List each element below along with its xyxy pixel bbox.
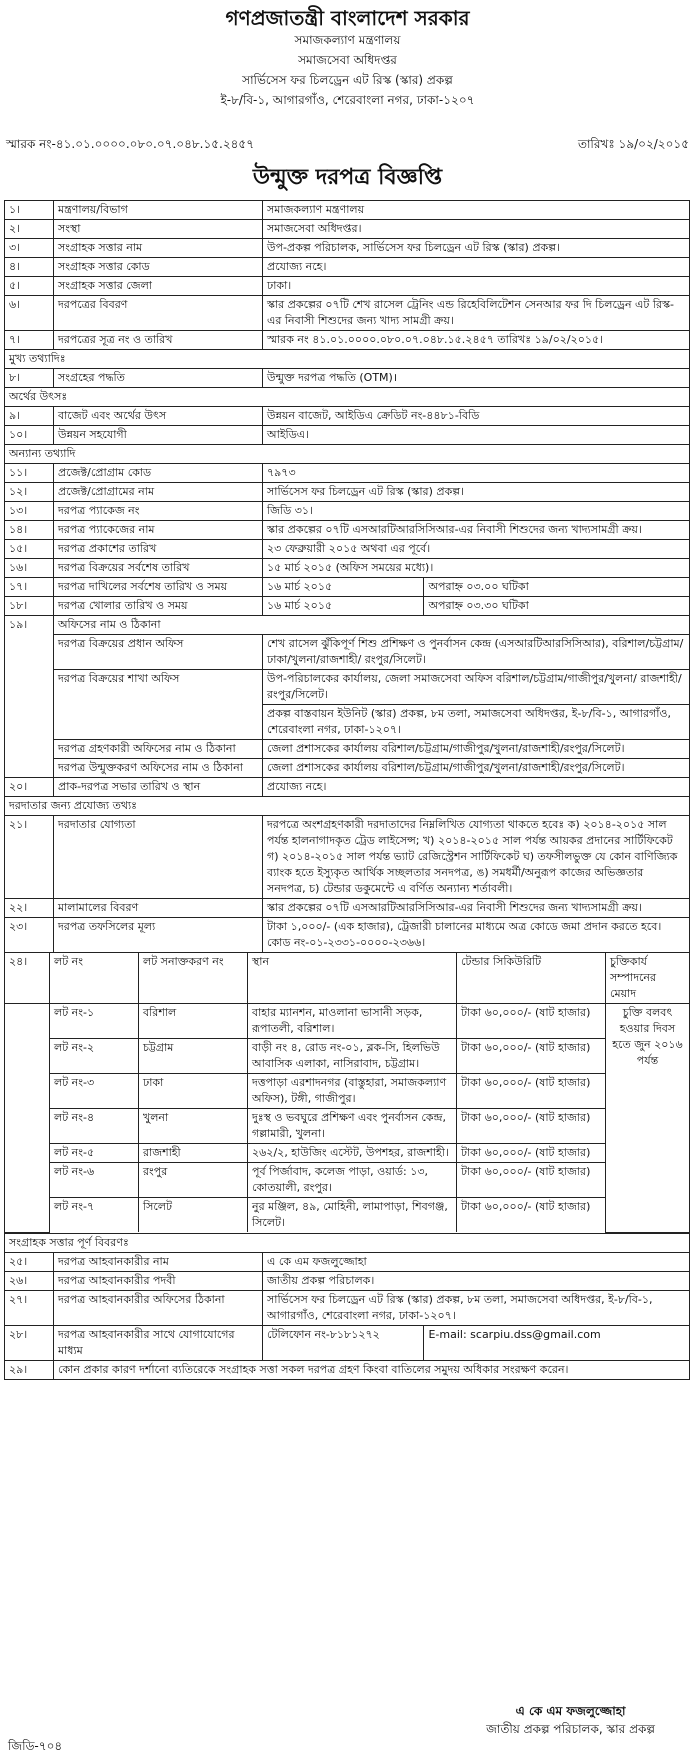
lot-place: বাড়ী নং ৪, রোড নং-০১, ব্লক-সি, হিলভিউ আবাসিক এলাকা, নাসিরাবাদ, চট্টগ্রাম। <box>248 1039 457 1074</box>
section-heading: দরদাতার জন্য প্রযোজ্য তথ্যঃ <box>5 797 690 816</box>
row-key: দরপত্র গ্রহণকারী অফিসের নাম ও ঠিকানা <box>54 740 263 759</box>
row-value: ১৬ মার্চ ২০১৫ <box>263 597 424 616</box>
row-number: ১২। <box>5 483 54 502</box>
row-key: দরপত্র আহবানকারীর পদবী <box>54 1271 263 1290</box>
lot-id-header: লট সনাক্তকরণ নং <box>139 953 248 1004</box>
place-header: স্থান <box>248 953 457 1004</box>
row-value: উন্মুক্ত দরপত্র পদ্ধতি (OTM)। <box>263 369 690 388</box>
row-number: ১৮। <box>5 597 54 616</box>
row-value: ঢাকা। <box>263 277 690 296</box>
section-heading: মুখ্য তথ্যাদিঃ <box>5 350 690 369</box>
row-key: অফিসের নাম ও ঠিকানা <box>54 616 690 635</box>
lot-number: লট নং-৬ <box>50 1163 139 1198</box>
row-number: ২। <box>5 220 54 239</box>
row-number: ১৪। <box>5 521 54 540</box>
tender-table <box>4 200 690 1380</box>
row-number: ৫। <box>5 277 54 296</box>
signature-block <box>486 1702 655 1738</box>
row-value: উপ-পরিচালকের কার্যালয়, জেলা সমাজসেবা অফিস বরিশাল/চট্টগ্রাম/গাজীপুর/খুলনা/ রাজশাহী/রংপুর/সিলেট। <box>263 670 690 705</box>
row-key: উন্নয়ন সহযোগী <box>54 426 263 445</box>
row-time: অপরাহ্ন ০৩.০০ ঘটিকা <box>424 578 690 597</box>
row-value: জেলা প্রশাসকের কার্যালয় বরিশাল/চট্টগ্রাম/গাজীপুর/খুলনা/রাজশাহী/রংপুর/সিলেট। <box>263 740 690 759</box>
row-number: ১৭। <box>5 578 54 597</box>
row-number: ৬। <box>5 296 54 331</box>
row-time: অপরাহ্ন ০৩.৩০ ঘটিকা <box>424 597 690 616</box>
row-number: ১। <box>5 201 54 220</box>
security-header: টেন্ডার সিকিউরিটি <box>457 953 606 1004</box>
row-key: দরপত্র আহবানকারীর সাথে যোগাযোগের মাধ্যম <box>54 1325 263 1360</box>
lot-security: টাকা ৬০,০০০/- (ষাট হাজার) <box>457 1109 606 1144</box>
lot-header: লট নং <box>50 953 139 1004</box>
row-key: দরপত্র প্রকাশের তারিখ <box>54 540 263 559</box>
row-value: সার্ভিসেস ফর চিলড্রেন এট রিস্ক (স্কার) প্রকল্প, ৮ম তলা, সমাজসেবা অধিদপ্তর, ই-৮/বি-১, আগারগাঁও, শেরেবাংলা নগর, ঢাকা-১২০৭। <box>263 1290 690 1325</box>
row-value: জিডি ৩১। <box>263 502 690 521</box>
signatory-designation: জাতীয় প্রকল্প পরিচালক, স্কার প্রকল্প <box>486 1722 655 1736</box>
row-key: দরপত্র দাখিলের সর্বশেষ তারিখ ও সময় <box>54 578 263 597</box>
row-number: ৩। <box>5 239 54 258</box>
lot-number: লট নং-৩ <box>50 1074 139 1109</box>
department-name: সমাজসেবা অধিদপ্তর <box>298 53 397 67</box>
row-value: উপ-প্রকল্প পরিচালক, সার্ভিসেস ফর চিলড্রেন এট রিস্ক (স্কার) প্রকল্প। <box>263 239 690 258</box>
lot-security: টাকা ৬০,০০০/- (ষাট হাজার) <box>457 1163 606 1198</box>
lot-security: টাকা ৬০,০০০/- (ষাট হাজার) <box>457 1198 606 1233</box>
lot-security: টাকা ৬০,০০০/- (ষাট হাজার) <box>457 1004 606 1039</box>
lot-place: দুঃস্থ ও ভবঘুরে প্রশিক্ষণ এবং পুনর্বাসন কেন্দ্র, গল্লামারী, খুলনা। <box>248 1109 457 1144</box>
lot-place: বাহার ম্যানশন, মাওলানা ভাসানী সড়ক, রূপাতলী, বরিশাল। <box>248 1004 457 1039</box>
row-key: দরপত্র বিক্রয়ের প্রধান অফিস <box>54 635 263 670</box>
row-number: ২৫। <box>5 1252 54 1271</box>
memo-date: তারিখঃ ১৯/০২/২০১৫ <box>577 137 689 151</box>
lot-id: রংপুর <box>139 1163 248 1198</box>
lot-number: লট নং-৪ <box>50 1109 139 1144</box>
contract-period: চুক্তি বলবৎ হওয়ার দিবস হতে জুন ২০১৬ পর্যন্ত <box>606 1004 690 1233</box>
section-heading: সংগ্রাহক সত্তার পূর্ণ বিবরণঃ <box>5 1233 690 1252</box>
memo-number: স্মারক নং-৪১.০১.০০০০.০৮০.০৭.০৪৮.১৫.২৪৫৭ <box>6 137 255 151</box>
row-key: সংগ্রাহক সত্তার নাম <box>54 239 263 258</box>
row-value: এ কে এম ফজলুজ্জোহা <box>263 1252 690 1271</box>
row-value: জাতীয় প্রকল্প পরিচালক। <box>263 1271 690 1290</box>
row-number: ৯। <box>5 407 54 426</box>
page-title: উন্মুক্ত দরপত্র বিজ্ঞপ্তি <box>252 165 443 190</box>
row-value: সমাজসেবা অধিদপ্তর। <box>263 220 690 239</box>
lot-place: ২৬২/২, হাউজিং এস্টেট, উপশহর, রাজশাহী। <box>248 1144 457 1163</box>
row-key: দরপত্র তফসিলের মূল্য <box>54 918 263 953</box>
row-value: উন্নয়ন বাজেট, আইডিএ ক্রেডিট নং-৪৪৮১-বিডি <box>263 407 690 426</box>
lot-place: নুর মঞ্জিল, ৪৯, মোহিনী, লামাপাড়া, শিবগঞ্জ, সিলেট। <box>248 1198 457 1233</box>
lot-security: টাকা ৬০,০০০/- (ষাট হাজার) <box>457 1074 606 1109</box>
row-key: বাজেট এবং অর্থের উৎস <box>54 407 263 426</box>
row-value: কোন প্রকার কারণ দর্শানো ব্যতিরেকে সংগ্রাহক সত্তা সকল দরপত্র গ্রহণ কিংবা বাতিলের সমুদয় অধিকার সংরক্ষণ করেন। <box>54 1360 690 1379</box>
lot-id: খুলনা <box>139 1109 248 1144</box>
row-value: প্রকল্প বাস্তবায়ন ইউনিট (স্কার) প্রকল্প, ৮ম তলা, সমাজসেবা অধিদপ্তর, ই-৮/বি-১, আগারগাঁও, শেরেবাংলা নগর, ঢাকা-১২০৭। <box>263 705 690 740</box>
row-key: দরপত্র বিক্রয়ের শাখা অফিস <box>54 670 263 740</box>
row-value: শেখ রাসেল ঝুঁকিপূর্ণ শিশু প্রশিক্ষণ ও পুনর্বাসন কেন্দ্র (এসআরটিআরসিসিআর), বরিশাল/চট্টগ্রাম/ঢাকা/খুলনা/রাজশাহী/ রংপুর/সিলেট। <box>263 635 690 670</box>
lot-id: ঢাকা <box>139 1074 248 1109</box>
email-address: E-mail: scarpiu.dss@gmail.com <box>424 1325 690 1360</box>
row-number: ২৩। <box>5 918 54 953</box>
row-key: সংস্থা <box>54 220 263 239</box>
row-key: প্রাক-দরপত্র সভার তারিখ ও স্থান <box>54 778 263 797</box>
row-value: টেলিফোন নং-৮১৮১২৭২ <box>263 1325 424 1360</box>
row-value: সার্ভিসেস ফর চিলড্রেন এট রিস্ক (স্কার) প্রকল্প। <box>263 483 690 502</box>
row-key: প্রজেক্ট/প্রোগ্রাম কোড <box>54 464 263 483</box>
lot-table <box>5 953 689 1233</box>
row-key: দরপত্রের সূত্র নং ও তারিখ <box>54 331 263 350</box>
row-value: আইডিএ। <box>263 426 690 445</box>
row-key: প্রজেক্ট/প্রোগ্রামের নাম <box>54 483 263 502</box>
lot-id: সিলেট <box>139 1198 248 1233</box>
lot-table-cell <box>5 953 690 1234</box>
row-number: ১৩। <box>5 502 54 521</box>
memo-row <box>6 136 689 154</box>
lot-security: টাকা ৬০,০০০/- (ষাট হাজার) <box>457 1039 606 1074</box>
row-number: ৮। <box>5 369 54 388</box>
row-key: দরপত্র প্যাকেজের নাম <box>54 521 263 540</box>
project-name: সার্ভিসেস ফর চিলড্রেন এট রিস্ক (স্কার) প্রকল্প <box>242 73 453 87</box>
row-number: ১০। <box>5 426 54 445</box>
row-number: ১৯। <box>5 616 54 778</box>
row-value: দরপত্রে অংশগ্রহণকারী দরদাতাদের নিম্নলিখিত যোগ্যতা থাকতে হবেঃ ক) ২০১৪-২০১৫ সাল পর্যন্ত হালনাগাদকৃত ট্রেড লাইসেন্স; খ) ২০১৪-২০১৫ সাল পর্যন্ত আয়কর প্রদানের সার্টিফিকেট গ) ২০১৪-২০১৫ সাল পর্যন্ত ভ্যাট রেজিস্ট্রেশন সার্টিফিকেট ঘ) তফসীলভুক্ত যে কোন বাণিজ্যিক ব্যাংক হতে ইস্যুকৃত আর্থিক সচ্ছলতার সনদপত্র, ঙ) সমধর্মী/অনুরূপ কাজের অভিজ্ঞতার সনদপত্র, চ) টেন্ডার ডকুমেন্টে এ বর্ণিত অন্যান্য শর্তাবলী। <box>263 816 690 899</box>
row-value: প্রযোজ্য নহে। <box>263 778 690 797</box>
lot-id: রাজশাহী <box>139 1144 248 1163</box>
row-number: ২৯। <box>5 1360 54 1379</box>
lot-id: বরিশাল <box>139 1004 248 1039</box>
row-value: ২৩ ফেব্রুয়ারী ২০১৫ অথবা এর পূর্বে। <box>263 540 690 559</box>
lot-number: লট নং-৭ <box>50 1198 139 1233</box>
lot-number: লট নং-২ <box>50 1039 139 1074</box>
row-number: ১৫। <box>5 540 54 559</box>
row-number: ২২। <box>5 899 54 918</box>
row-key: দরদাতার যোগ্যতা <box>54 816 263 899</box>
office-address: ই-৮/বি-১, আগারগাঁও, শেরেবাংলা নগর, ঢাকা-১২০৭ <box>220 93 475 107</box>
row-key: দরপত্র খোলার তারিখ ও সময় <box>54 597 263 616</box>
letterhead <box>0 0 695 110</box>
row-value: টাকা ১,০০০/- (এক হাজার), ট্রেজারী চালানের মাধ্যমে অত্র কোডে জমা প্রদান করতে হবে। কোড নং-০১-২৩৩১-০০০০-২৩৬৬। <box>263 918 690 953</box>
row-key: সংগ্রাহক সত্তার জেলা <box>54 277 263 296</box>
row-number: ২৭। <box>5 1290 54 1325</box>
period-header: চুক্তিকার্য সম্পাদনের মেয়াদ <box>606 953 690 1004</box>
row-key: মালামালের বিবরণ <box>54 899 263 918</box>
row-key: দরপত্রের বিবরণ <box>54 296 263 331</box>
row-key: দরপত্র প্যাকেজ নং <box>54 502 263 521</box>
row-value: ১৫ মার্চ ২০১৫ (অফিস সময়ের মধ্যে)। <box>263 559 690 578</box>
lot-spacer <box>5 1004 50 1233</box>
row-value: ১৬ মার্চ ২০১৫ <box>263 578 424 597</box>
lot-place: পূর্ব পির্জাবাদ, কলেজ পাড়া, ওয়ার্ড: ১৩, কোতয়ালী, রংপুর। <box>248 1163 457 1198</box>
row-key: মন্ত্রণালয়/বিভাগ <box>54 201 263 220</box>
row-value: ৭৯৭৩ <box>263 464 690 483</box>
row-number: ২৬। <box>5 1271 54 1290</box>
row-value: স্কার প্রকল্পের ০৭টি এসআরটিআরসিসিআর-এর নিবাসী শিশুদের জন্য খাদ্যসামগ্রী ক্রয়। <box>263 521 690 540</box>
row-number: ১৬। <box>5 559 54 578</box>
row-value: স্কার প্রকল্পের ০৭টি শেখ রাসেল ট্রেনিং এন্ড রিহেবিলিটেশন সেনআর ফর দি চিলড্রেন এট রিস্ক-এর নিবাসী শিশুদের জন্য খাদ্য সামগ্রী ক্রয়। <box>263 296 690 331</box>
government-name: গণপ্রজাতন্ত্রী বাংলাদেশ সরকার <box>225 6 470 30</box>
row-number: ২৪। <box>5 953 50 1004</box>
row-value: জেলা প্রশাসকের কার্যালয় বরিশাল/চট্টগ্রাম/গাজীপুর/খুলনা/রাজশাহী/রংপুর/সিলেট। <box>263 759 690 778</box>
row-value: স্কার প্রকল্পের ০৭টি এসআরটিআরসিসিআর-এর নিবাসী শিশুদের জন্য খাদ্যসামগ্রী ক্রয়। <box>263 899 690 918</box>
gd-number: জিডি-৭০৪ <box>8 1739 63 1753</box>
row-number: ১১। <box>5 464 54 483</box>
lot-number: লট নং-১ <box>50 1004 139 1039</box>
row-key: দরপত্র উন্মুক্তকরণ অফিসের নাম ও ঠিকানা <box>54 759 263 778</box>
row-number: ২১। <box>5 816 54 899</box>
section-heading: অন্যান্য তথ্যাদি <box>5 445 690 464</box>
lot-id: চট্টগ্রাম <box>139 1039 248 1074</box>
row-key: দরপত্র বিক্রয়ের সর্বশেষ তারিখ <box>54 559 263 578</box>
row-key: দরপত্র আহবানকারীর নাম <box>54 1252 263 1271</box>
section-heading: অর্থের উৎসঃ <box>5 388 690 407</box>
row-value: স্মারক নং ৪১.০১.০০০০.০৮০.০৭.০৪৮.১৫.২৪৫৭ তারিখঃ ১৯/০২/২০১৫। <box>263 331 690 350</box>
row-key: দরপত্র আহবানকারীর অফিসের ঠিকানা <box>54 1290 263 1325</box>
row-number: ২০। <box>5 778 54 797</box>
signatory-name: এ কে এম ফজলুজ্জোহা <box>515 1704 626 1718</box>
ministry-name: সমাজকল্যাণ মন্ত্রণালয় <box>294 33 401 47</box>
lot-security: টাকা ৬০,০০০/- (ষাট হাজার) <box>457 1144 606 1163</box>
row-key: সংগ্রহের পদ্ধতি <box>54 369 263 388</box>
lot-place: দত্তপাড়া এরশাদনগর (বাস্তুহারা, সমাজকল্যাণ অফিস), টঙ্গী, গাজীপুর। <box>248 1074 457 1109</box>
row-number: ৪। <box>5 258 54 277</box>
row-value: সমাজকল্যাণ মন্ত্রণালয় <box>263 201 690 220</box>
lot-number: লট নং-৫ <box>50 1144 139 1163</box>
row-number: ২৮। <box>5 1325 54 1360</box>
row-key: সংগ্রাহক সত্তার কোড <box>54 258 263 277</box>
row-value: প্রযোজ্য নহে। <box>263 258 690 277</box>
row-number: ৭। <box>5 331 54 350</box>
